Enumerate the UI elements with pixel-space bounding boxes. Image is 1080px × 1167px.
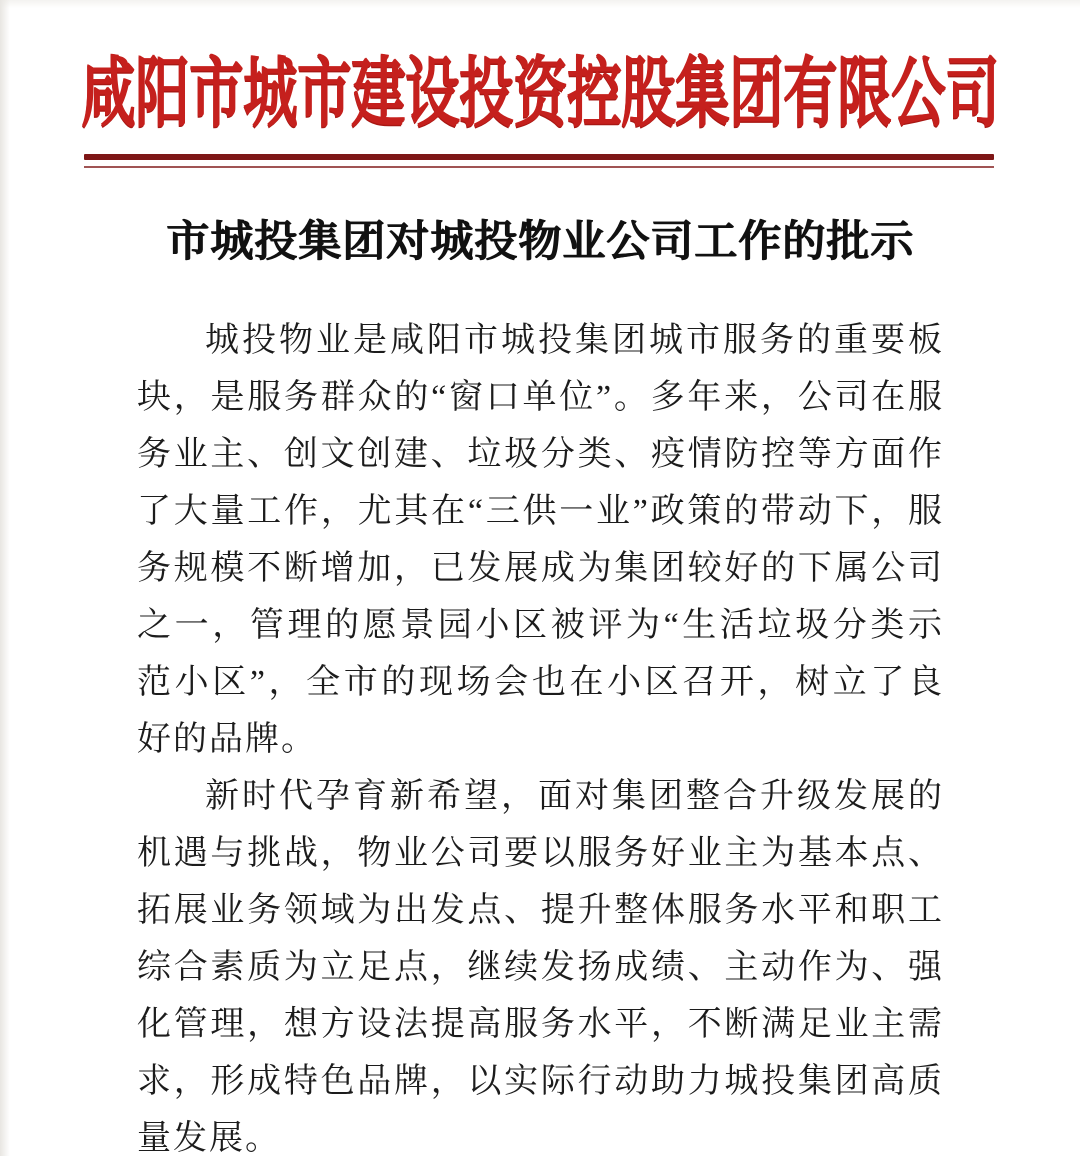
letterhead [0,28,1080,146]
document-body [137,312,944,1167]
body-paragraph-2: 新时代孕育新希望，面对集团整合升级发展的机遇与挑战，物业公司要以服务好业主为基本点、拓展业务领域为出发点、提升整体服务水平和职工综合素质为立足点，继续发扬成绩、主动作为、强化管理，想方设法提高服务水平，不断满足业主需求，形成特色品牌，以实际行动助力城投集团高质量发展。 [137,778,944,1157]
body-paragraph-1: 城投物业是咸阳市城投集团城市服务的重要板块，是服务群众的“窗口单位”。多年来，公司在服务业主、创文创建、垃圾分类、疫情防控等方面作了大量工作，尤其在“三供一业”政策的带动下，服务规模不断增加，已发展成为集团较好的下属公司之一，管理的愿景园小区被评为“生活垃圾分类示范小区”，全市的现场会也在小区召开，树立了良好的品牌。 [137,322,944,758]
letterhead-rule-thick [84,154,994,160]
letterhead-divider [84,154,994,168]
document-title: 市城投集团对城投物业公司工作的批示 [166,218,914,266]
letterhead-rule-thin [84,166,994,168]
letterhead-company-name: 咸阳市城市建设投资控股集团有限公司 [81,50,999,136]
